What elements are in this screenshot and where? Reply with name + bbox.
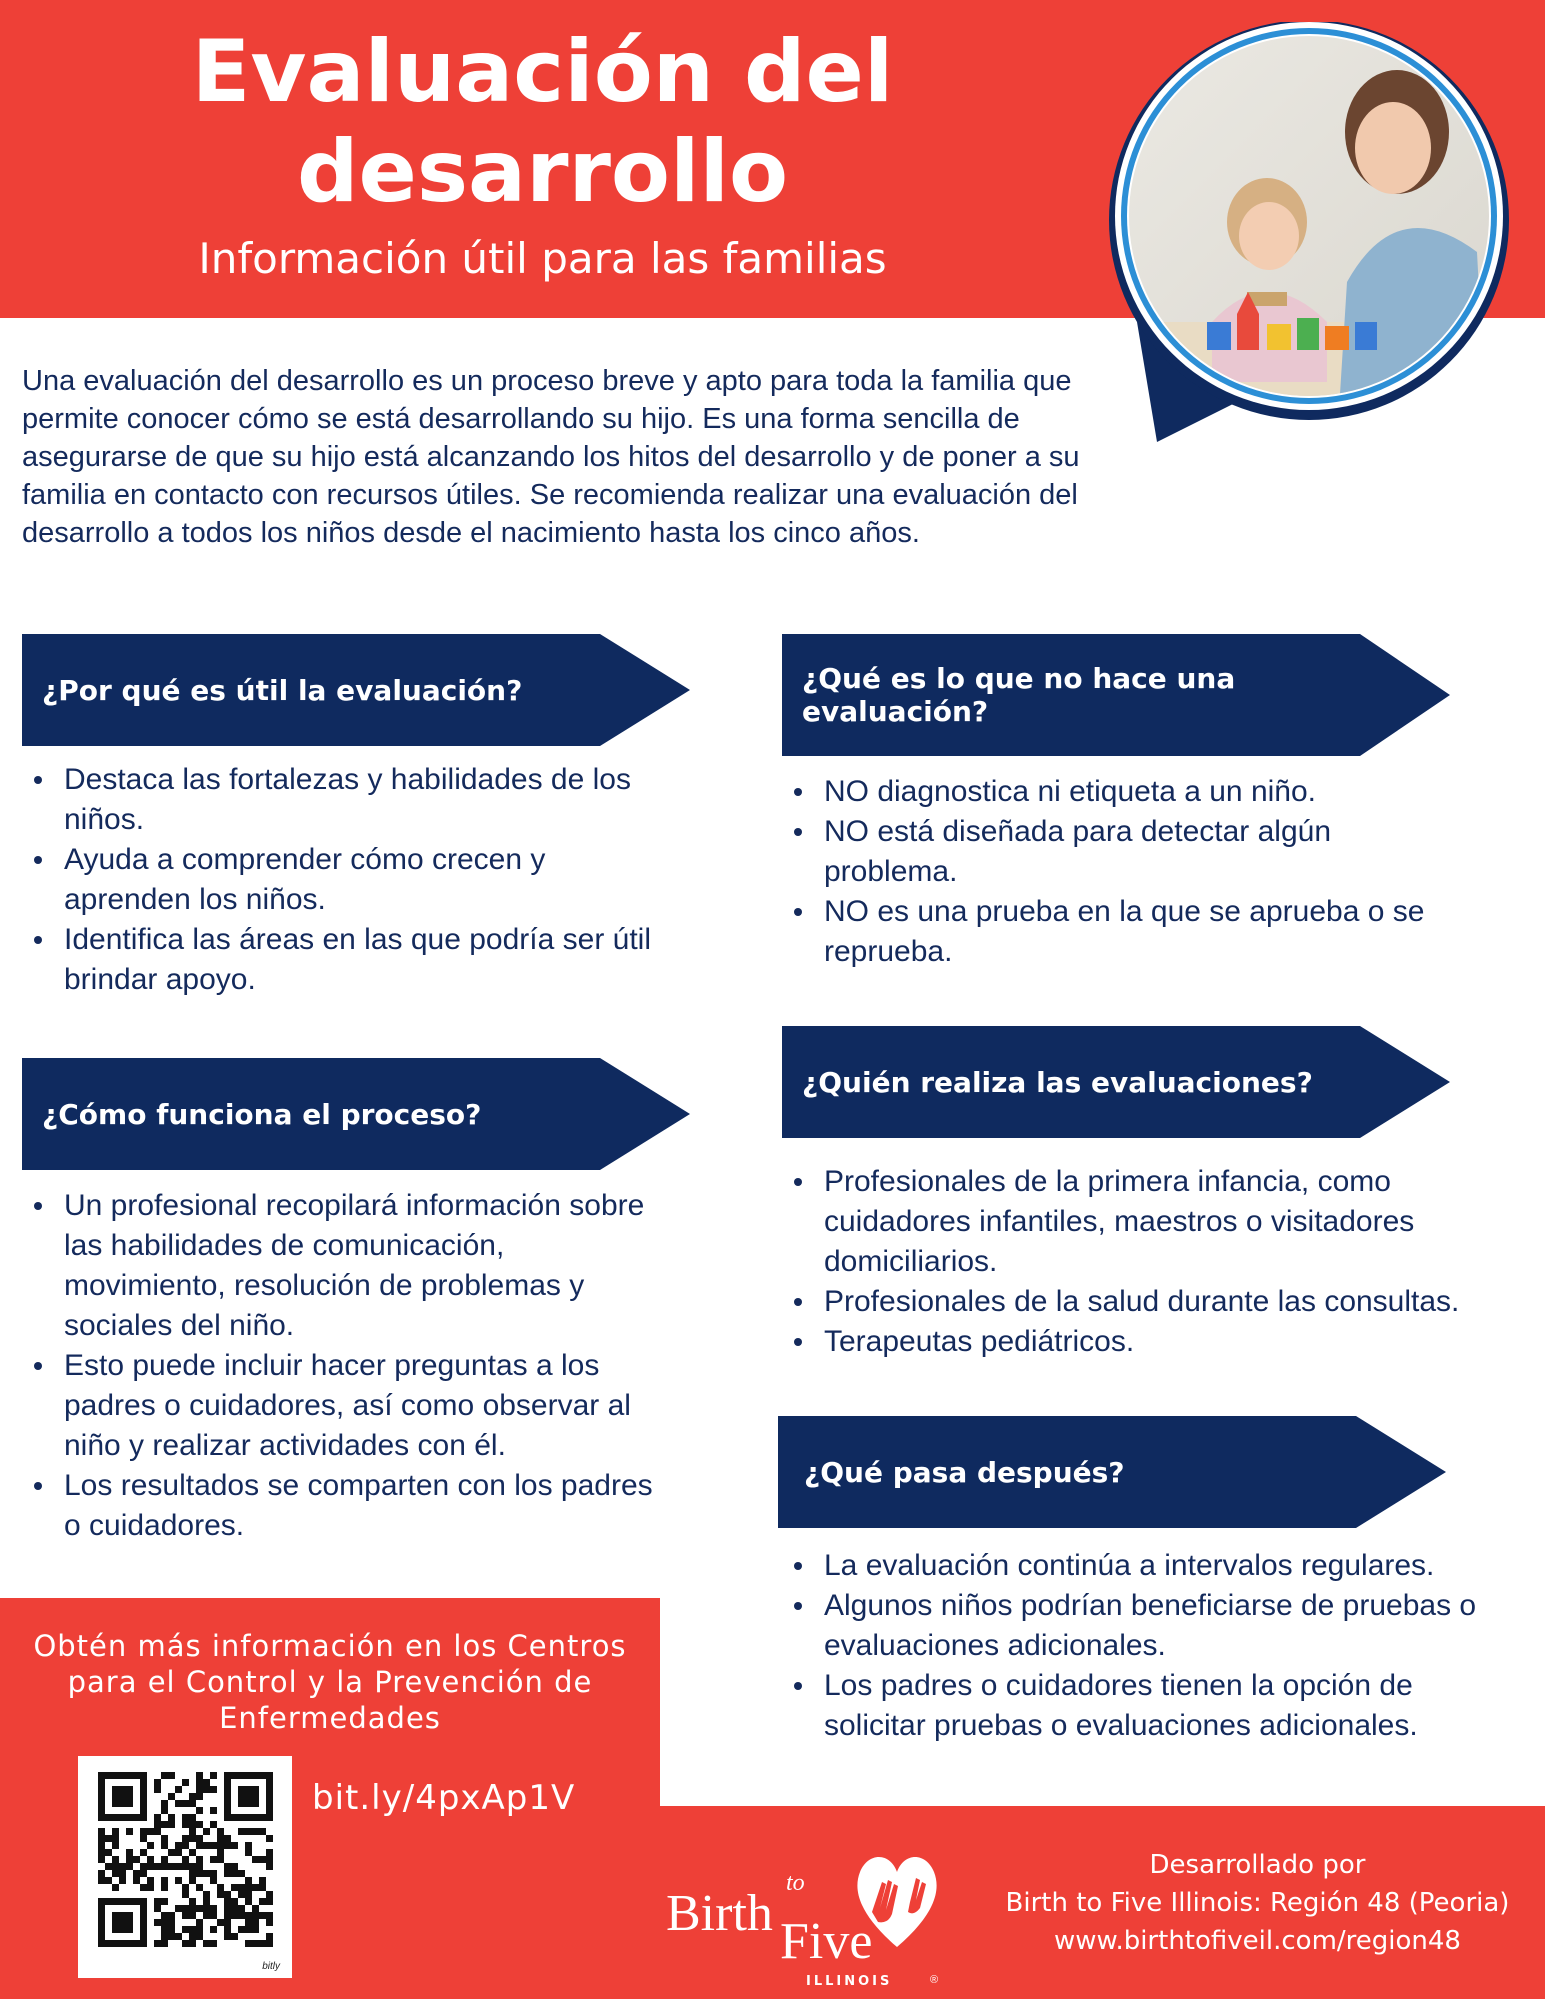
cdc-short-link[interactable]: bit.ly/4pxAp1V <box>312 1778 576 1818</box>
list-item: Los padres o cuidadores tienen la opción de solicitar pruebas o evaluaciones adicionales. <box>782 1666 1522 1746</box>
intro-paragraph: Una evaluación del desarrollo es un proceso breve y apto para toda la familia que permite conocer cómo se está desarrollando su hijo. Es una forma sencilla de asegurarse de que su hijo está alcanzando los hitos del desarrollo y de poner a su familia en contacto con recursos útiles. Se recomienda realizar una evaluación del desarrollo a todos los niños desde el nacimiento hasta los cinco años. <box>22 365 1080 549</box>
cdc-info-box <box>0 1598 660 1999</box>
how-works-list <box>22 1186 672 1546</box>
birth-to-five-logo <box>666 1832 966 1989</box>
list-item: La evaluación continúa a intervalos regulares. <box>782 1546 1522 1586</box>
list-item: Profesionales de la salud durante las consultas. <box>782 1282 1522 1322</box>
section-header-what-not <box>782 634 1450 746</box>
list-item: Algunos niños podrían beneficiarse de pruebas o evaluaciones adicionales. <box>782 1586 1522 1666</box>
what-not-list <box>782 772 1442 972</box>
logo-text-birth: Birth <box>666 1885 773 1942</box>
section-header-how-works <box>22 1058 690 1170</box>
organization-name: Birth to Five Illinois: Región 48 (Peoria) <box>1005 1888 1510 1918</box>
hero-photo <box>1097 22 1517 442</box>
who-performs-list <box>782 1162 1522 1362</box>
section-title: ¿Quién realiza las evaluaciones? <box>802 1065 1313 1099</box>
why-useful-list <box>22 760 662 1000</box>
section-title: ¿Por qué es útil la evaluación? <box>42 673 523 707</box>
section-header-what-next <box>778 1416 1446 1528</box>
website-link[interactable]: www.birthtofiveil.com/region48 <box>1054 1926 1461 1956</box>
cdc-text: Obtén más información en los Centros para el Control y la Prevención de Enfermedades <box>33 1629 627 1735</box>
list-item: Identifica las áreas en las que podría ser útil brindar apoyo. <box>22 920 662 1000</box>
list-item: Profesionales de la primera infancia, como cuidadores infantiles, maestros o visitadores domiciliarios. <box>782 1162 1522 1282</box>
qr-code[interactable] <box>78 1756 292 1978</box>
section-title: ¿Cómo funciona el proceso? <box>42 1097 482 1131</box>
list-item: Destaca las fortalezas y habilidades de los niños. <box>22 760 662 840</box>
logo-text-state: ILLINOIS <box>806 1974 893 1989</box>
section-header-why-useful <box>22 634 690 746</box>
list-item: NO diagnostica ni etiqueta a un niño. <box>782 772 1442 812</box>
list-item: NO es una prueba en la que se aprueba o se reprueba. <box>782 892 1442 972</box>
logo-text-five: Five <box>780 1913 873 1970</box>
list-item: Ayuda a comprender cómo crecen y aprenden los niños. <box>22 840 662 920</box>
list-item: Esto puede incluir hacer preguntas a los padres o cuidadores, así como observar al niño y realizar actividades con él. <box>22 1346 672 1466</box>
list-item: Los resultados se comparten con los padres o cuidadores. <box>22 1466 672 1546</box>
list-item: Un profesional recopilará información sobre las habilidades de comunicación, movimiento, resolución de problemas y sociales del niño. <box>22 1186 672 1346</box>
list-item: NO está diseñada para detectar algún problema. <box>782 812 1442 892</box>
footer-banner <box>660 1806 1545 1999</box>
what-next-list <box>782 1546 1522 1746</box>
section-title: ¿Qué es lo que no hace una evaluación? <box>802 662 1236 728</box>
list-item: Terapeutas pediátricos. <box>782 1322 1522 1362</box>
page-subtitle: Información útil para las familias <box>198 234 887 283</box>
registered-mark: ® <box>930 1974 939 1986</box>
qr-brand: bitly <box>262 1961 280 1972</box>
developer-credit <box>980 1846 1535 1960</box>
section-title: ¿Qué pasa después? <box>804 1455 1125 1489</box>
developed-by-label: Desarrollado por <box>1149 1850 1366 1880</box>
page-title: Evaluación del desarrollo <box>191 22 894 222</box>
logo-text-to: to <box>786 1870 805 1896</box>
section-header-who-performs <box>782 1026 1450 1138</box>
